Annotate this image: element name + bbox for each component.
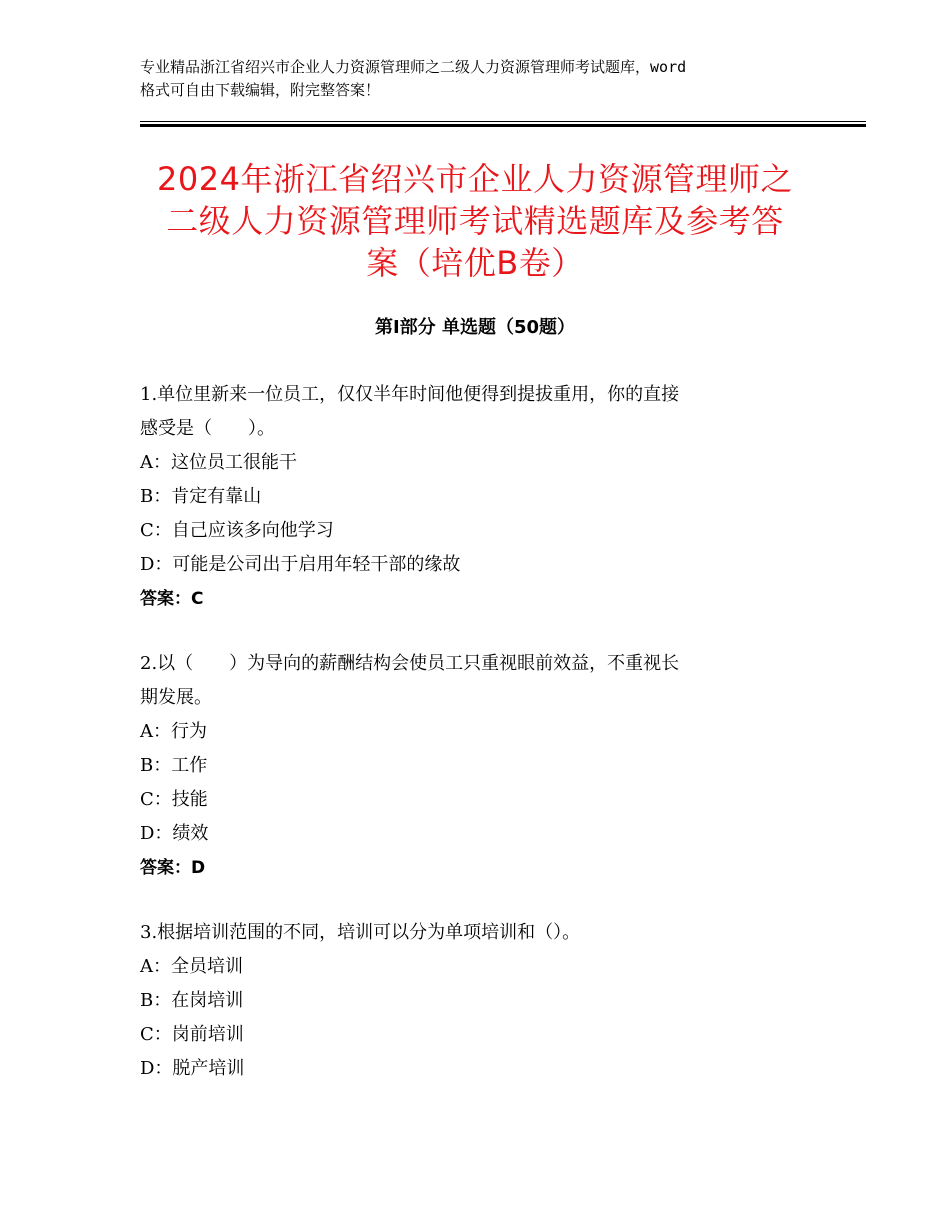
document-title [120,158,830,284]
option-b: B：在岗培训 [140,990,244,1011]
option-c: C：自己应该多向他学习 [140,520,334,541]
section-heading: 第Ⅰ部分 单选题（50题） [374,317,575,338]
title-line-1: 2024年浙江省绍兴市企业人力资源管理师之 [157,160,793,198]
answer-label: 答案：D [140,858,206,878]
header-note-line-1: 专业精品浙江省绍兴市企业人力资源管理师之二级人力资源管理师考试题库，word [140,58,687,76]
question-list [140,378,830,1117]
question-stem-line: 2.以（ ）为导向的薪酬结构会使员工只重视眼前效益，不重视长 [140,653,680,674]
divider-thick-line [140,124,866,127]
answer-label: 答案：C [140,589,204,609]
title-line-3: 案（培优B卷） [366,244,584,282]
question-stem-line: 感受是（ ）。 [140,418,275,439]
option-d: D：可能是公司出于启用年轻干部的缘故 [140,554,461,575]
option-c: C：岗前培训 [140,1024,244,1045]
header-note [140,56,830,102]
question-stem-line: 3.根据培训范围的不同，培训可以分为单项培训和（）。 [140,922,581,943]
option-a: A：这位员工很能干 [140,452,297,473]
option-b: B：肯定有靠山 [140,486,262,507]
option-a: A：行为 [140,721,207,742]
header-note-line-2: 格式可自由下载编辑，附完整答案！ [140,81,381,99]
divider-thin-line [140,121,866,122]
option-a: A：全员培训 [140,956,243,977]
question-stem [140,916,830,950]
question-3 [140,916,830,1086]
option-c: C：技能 [140,789,208,810]
question-1 [140,378,830,616]
question-stem [140,378,830,446]
question-stem-line: 期发展。 [140,687,212,708]
option-d: D：脱产培训 [140,1058,245,1079]
option-d: D：绩效 [140,823,209,844]
question-stem-line: 1.单位里新来一位员工，仅仅半年时间他便得到提拔重用，你的直接 [140,384,680,405]
title-line-2: 二级人力资源管理师考试精选题库及参考答 [166,202,784,240]
question-2 [140,647,830,885]
question-stem [140,647,830,715]
header-divider [140,121,866,127]
option-b: B：工作 [140,755,208,776]
